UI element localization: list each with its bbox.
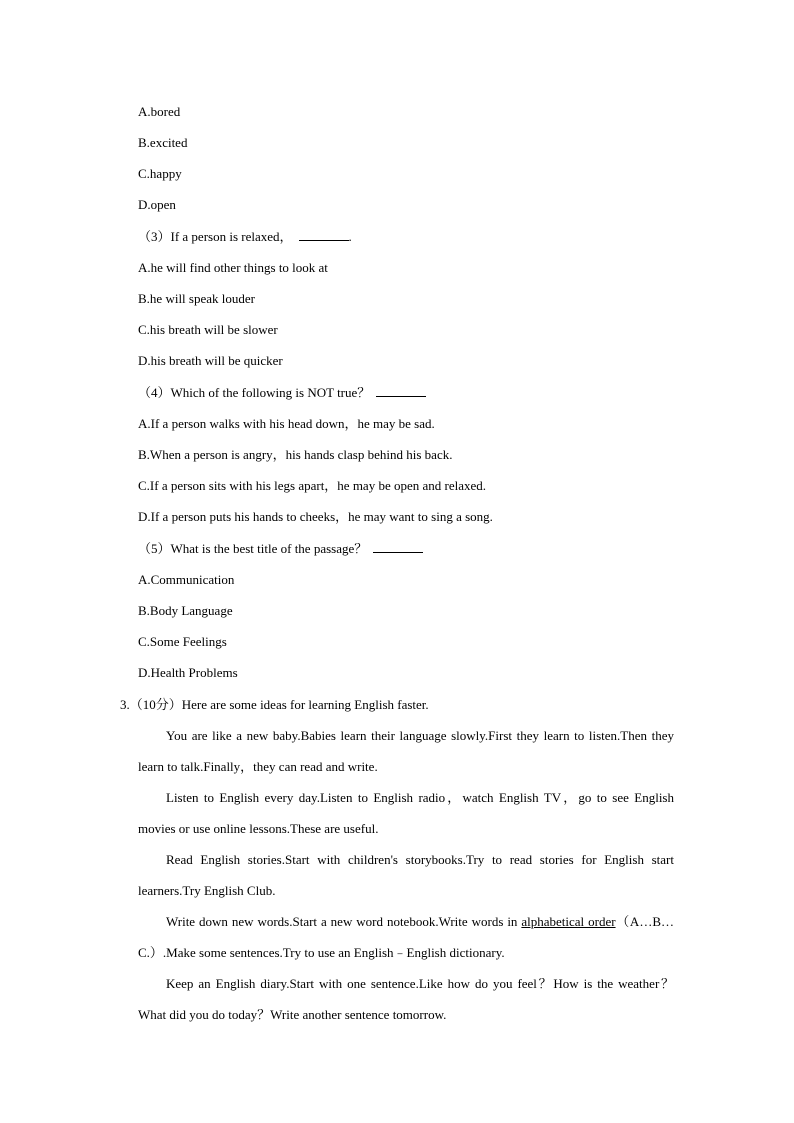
passage-paragraph-3: Read English stories.Start with children's storybooks.Try to read stories for English start learners.Try English Club. (138, 852, 674, 898)
option-3a: A.he will find other things to look at (138, 260, 328, 275)
option-2a: A.bored (138, 104, 181, 119)
option-3b: B.he will speak louder (138, 291, 255, 306)
option-5a: A.Communication (138, 572, 235, 587)
option-5d: D.Health Problems (138, 665, 238, 680)
option-3d: D.his breath will be quicker (138, 353, 283, 368)
paragraph-4-text-after: （A…B…C.）.Make some sentences.Try to use an English﹣English dictionary. (138, 914, 674, 960)
answer-blank (376, 385, 426, 397)
option-3c: C.his breath will be slower (138, 322, 278, 337)
option-2b: B.excited (138, 135, 188, 150)
option-2d: D.open (138, 197, 176, 212)
answer-blank (299, 229, 349, 241)
option-4a: A.If a person walks with his head down，he may be sad. (138, 416, 435, 431)
passage-paragraph-2: Listen to English every day.Listen to English radio，watch English TV，go to see English movies or use online lessons.These are useful. (138, 790, 674, 836)
passage-paragraph-5: Keep an English diary.Start with one sentence.Like how do you feel？How is the weather？What did you do today？Write another sentence tomorrow. (138, 976, 674, 1022)
question-4-stem (138, 385, 426, 401)
passage-paragraph-1: You are like a new baby.Babies learn their language slowly.First they learn to listen.Then they learn to talk.Finally，they can read and write. (138, 728, 674, 774)
question-3-period: . (348, 229, 352, 244)
option-4b: B.When a person is angry，his hands clasp behind his back. (138, 447, 453, 462)
passage-paragraph-4 (138, 906, 674, 968)
paragraph-4-text-before: Write down new words.Start a new word notebook.Write words in (166, 914, 522, 929)
question-3-header: 3.（10分）Here are some ideas for learning English faster. (120, 697, 429, 712)
option-5c: C.Some Feelings (138, 634, 227, 649)
option-4c: C.If a person sits with his legs apart，he may be open and relaxed. (138, 478, 487, 493)
question-5-text: （5）What is the best title of the passage？ (138, 541, 368, 556)
option-4d: D.If a person puts his hands to cheeks，he may want to sing a song. (138, 509, 493, 524)
question-4-text: （4）Which of the following is NOT true？ (138, 385, 371, 400)
question-5-stem (138, 541, 423, 557)
option-2c: C.happy (138, 166, 182, 181)
question-3-stem (138, 229, 352, 245)
option-5b: B.Body Language (138, 603, 233, 618)
answer-blank (373, 541, 423, 553)
question-3-text: （3）If a person is relaxed， (138, 229, 293, 244)
underlined-term: alphabetical order (521, 914, 616, 929)
